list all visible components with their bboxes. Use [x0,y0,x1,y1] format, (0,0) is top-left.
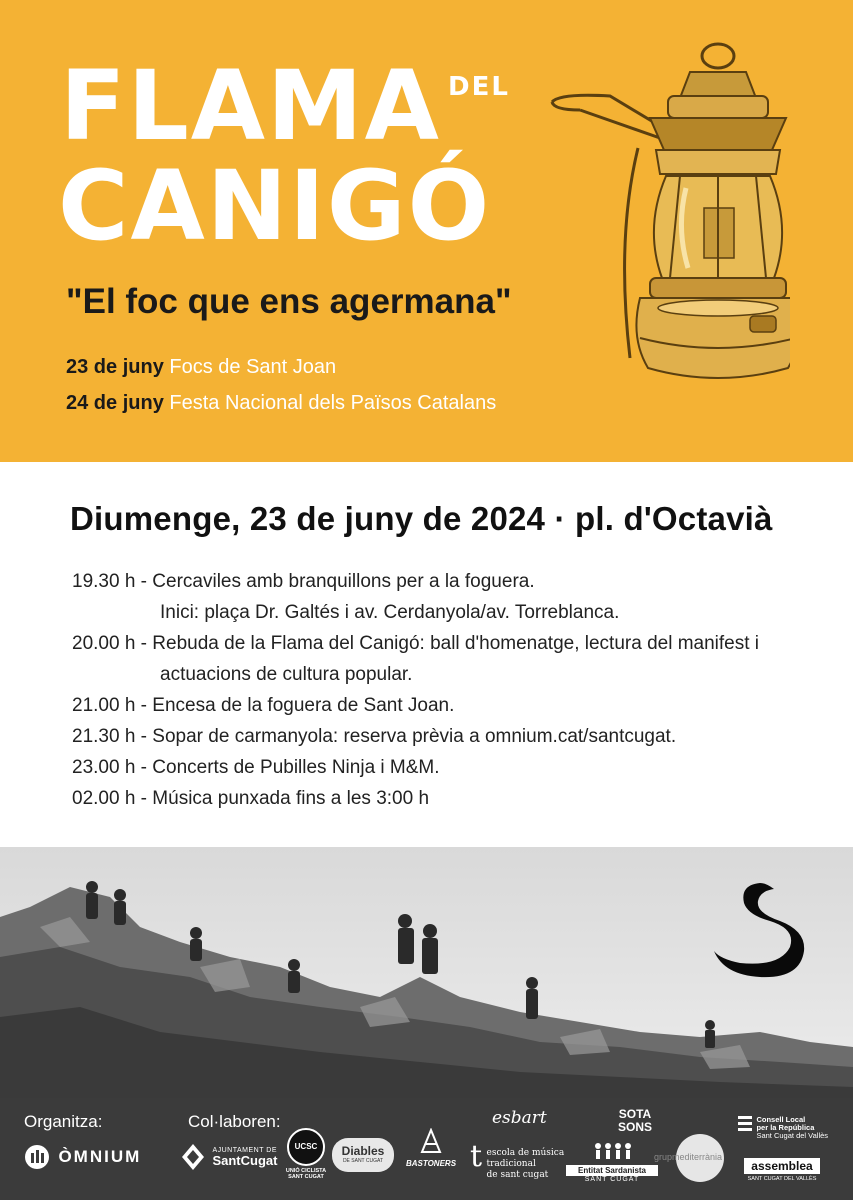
sota-line2: SONS [618,1120,653,1134]
program-text: Sopar de carmanyola: reserva prèvia a omnium.cat/santcugat. [152,726,677,747]
bastoners-text: BASTONERS [405,1159,457,1168]
assemblea-sub: SANT CUGAT DEL VALLÈS [747,1176,817,1182]
program-item: 02.00 h - Música punxada fins a les 3:00 h [72,788,430,809]
hero-banner [0,0,853,462]
diables-sub: DE SANT CUGAT [342,1158,384,1164]
logo-assemblea [744,1158,820,1182]
program-text: Rebuda de la Flama del Canigó: ball d'homenatge, lectura del manifest i [152,633,760,654]
entitat-line2: SANT CUGAT [584,1176,640,1183]
program-item: 23.00 h - Concerts de Pubilles Ninja i M&M. [72,757,440,778]
program-list [72,566,759,814]
date-2: 24 de juny [66,392,164,414]
program-item: 20.00 h - Rebuda de la Flama del Canigó: ball d'homenatge, lectura del manifest i [72,633,760,654]
logo-ucsc [284,1128,328,1180]
program-time: 21.30 h [72,726,136,747]
logo-entitat [566,1142,658,1183]
logo-diables [332,1138,394,1172]
date-1: 23 de juny [66,356,164,378]
program-text: Concerts de Pubilles Ninja i M&M. [152,757,440,778]
title-flama: FLAMA [60,50,441,162]
logo-grupmediterrania [654,1134,732,1186]
date-line-2 [66,392,496,415]
logo-bastoners [404,1128,458,1168]
program-item: 19.30 h - Cercaviles amb branquillons per a la foguera. [72,571,535,592]
ajuntament-big: SantCugat [212,1153,278,1168]
event-1: Focs de Sant Joan [169,356,337,378]
sponsors-footer [0,1098,853,1200]
omnium-text: ÒMNIUM [58,1147,142,1166]
assemblea-text: assemblea [744,1158,820,1174]
diables-text: Diables [341,1144,385,1158]
consell-line3: Sant Cugat del Vallès [756,1131,829,1140]
title-del: DEL [448,72,510,102]
ucsc-line1: UNIÓ CICLISTA [285,1168,327,1174]
event-headline: Diumenge, 23 de juny de 2024 · pl. d'Octavià [70,500,773,537]
mountain-scene [0,847,853,1098]
program-item: 21.30 h - Sopar de carmanyola: reserva prèvia a omnium.cat/santcugat. [72,726,677,747]
program-item-continuation: Inici: plaça Dr. Galtés i av. Cerdanyola/av. Torreblanca. [160,602,620,623]
senyera-icon [738,1116,752,1136]
program-time: 21.00 h [72,695,136,716]
escola-line1: escola de música [486,1148,565,1158]
logo-omnium [24,1144,141,1170]
program-text: Música punxada fins a les 3:00 h [152,788,430,809]
hikers-photo [0,847,853,1098]
program-time: 23.00 h [72,757,136,778]
program-time: 19.30 h [72,571,136,592]
program-item-continuation: actuacions de cultura popular. [160,664,413,685]
logo-sota-sons [618,1108,652,1134]
program-time: 20.00 h [72,633,136,654]
logo-ajuntament [180,1142,277,1172]
escola-line2: tradicional [486,1159,536,1169]
ucsc-line2: SANT CUGAT [288,1174,324,1180]
date-line-1 [66,356,336,379]
sota-line1: SOTA [618,1107,652,1121]
sardana-dancers-icon [592,1142,632,1160]
escola-line3: de sant cugat [486,1170,549,1180]
program-time: 02.00 h [72,788,136,809]
escola-t-icon: t [470,1139,483,1174]
consell-line2: per la República [756,1123,815,1132]
grup-text: grupmediterrània [654,1152,723,1162]
program-text: Cercaviles amb branquillons per a la foguera. [152,571,535,592]
omnium-icon [24,1144,50,1170]
program-item: 21.00 h - Encesa de la foguera de Sant Joan. [72,695,455,716]
lantern-illustration [540,38,790,438]
title-canigo: CANIGÓ [58,150,492,262]
ajuntament-small: AJUNTAMENT DE [212,1147,278,1154]
logo-escola [470,1139,565,1181]
logo-esbart [492,1108,547,1128]
ucsc-badge: UCSC [287,1128,325,1166]
entitat-line1: Entitat Sardanista [566,1165,658,1176]
bastoners-icon [418,1128,444,1154]
consell-line1: Consell Local [756,1115,806,1124]
collaboren-label: Col·laboren: [188,1112,281,1131]
event-2: Festa Nacional dels Països Catalans [169,392,497,414]
ajuntament-shield-icon [180,1142,206,1172]
esbart-text: esbart [492,1108,547,1128]
organitza-label: Organitza: [24,1112,103,1131]
program-text: Encesa de la foguera de Sant Joan. [152,695,455,716]
logo-consell [738,1116,828,1140]
motto: "El foc que ens agermana" [66,282,512,321]
